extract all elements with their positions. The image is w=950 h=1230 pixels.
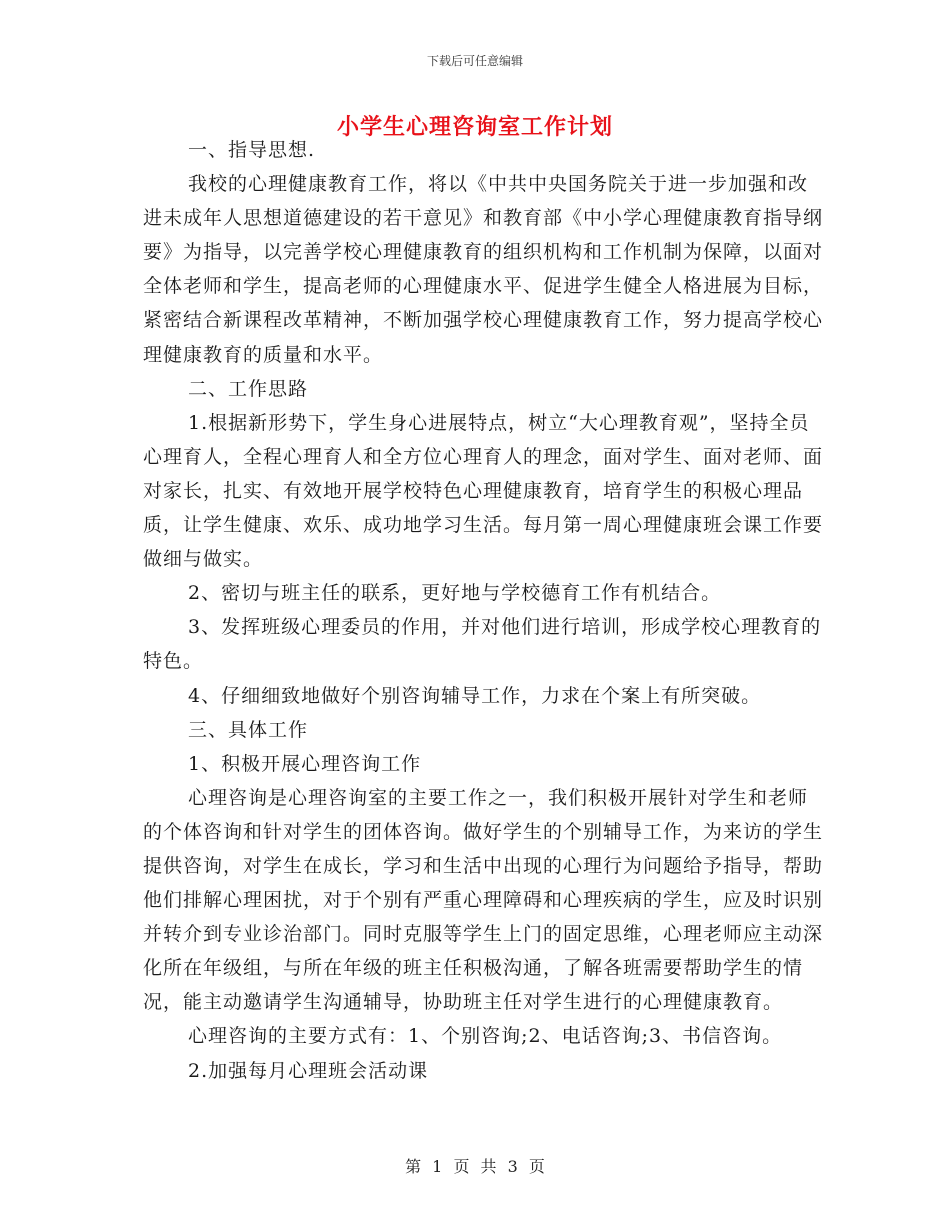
header-note: 下载后可任意编辑 <box>426 54 523 68</box>
page-footer: 第 1 页 共 3 页 <box>405 1157 545 1176</box>
subheading-counseling: 1、积极开展心理咨询工作 <box>188 752 422 775</box>
paragraph-approach-3: 3、发挥班级心理委员的作用，并对他们进行培训，形成学校心理教育的特色。 <box>143 616 822 673</box>
paragraph-guiding-ideology: 我校的心理健康教育工作，将以《中共中央国务院关于进一步加强和改进未成年人思想道德建设的若干意见》和教育部《中小学心理健康教育指导纲要》为指导，以完善学校心理健康教育的组织机构和工作机制为保障，以面对全体老师和学生，提高老师的心理健康水平、促进学生健全人格进展为目标，紧密结合新课程改革精神，不断加强学校心理健康教育工作，努力提高学校心理健康教育的质量和水平。 <box>143 173 824 366</box>
document-body <box>143 133 823 1088</box>
section-heading-guiding-ideology: 一、指导思想. <box>188 139 316 161</box>
paragraph-approach-2: 2、密切与班主任的联系，更好地与学校德育工作有机结合。 <box>188 582 722 605</box>
subheading-class-meeting: 2.加强每月心理班会活动课 <box>188 1059 429 1082</box>
paragraph-counseling-methods: 心理咨询的主要方式有：1、个别咨询;2、电话咨询;3、书信咨询。 <box>188 1025 783 1048</box>
section-heading-work-approach: 二、工作思路 <box>188 377 309 400</box>
section-heading-specific-work: 三、具体工作 <box>188 718 309 741</box>
paragraph-approach-4: 4、仔细细致地做好个别咨询辅导工作，力求在个案上有所突破。 <box>188 684 762 707</box>
document-title: 小学生心理咨询室工作计划 <box>336 114 613 140</box>
paragraph-approach-1: 1.根据新形势下，学生身心进展特点，树立“大心理教育观”，坚持全员心理育人，全程心理育人和全方位心理育人的理念，面对学生、面对老师、面对家长，扎实、有效地开展学校特色心理健康教育，培育学生的积极心理品质，让学生健康、欢乐、成功地学习生活。每月第一周心理健康班会课工作要做细与做实。 <box>143 411 824 571</box>
paragraph-counseling: 心理咨询是心理咨询室的主要工作之一，我们积极开展针对学生和老师的个体咨询和针对学生的团体咨询。做好学生的个别辅导工作，为来访的学生提供咨询，对学生在成长，学习和生活中出现的心理行为问题给予指导，帮助他们排解心理困扰，对于个别有严重心理障碍和心理疾病的学生，应及时识别并转介到专业诊治部门。同时克服等学生上门的固定思维，心理老师应主动深化所在年级组，与所在年级的班主任积极沟通，了解各班需要帮助学生的情况，能主动邀请学生沟通辅导，协助班主任对学生进行的心理健康教育。 <box>143 786 824 1014</box>
